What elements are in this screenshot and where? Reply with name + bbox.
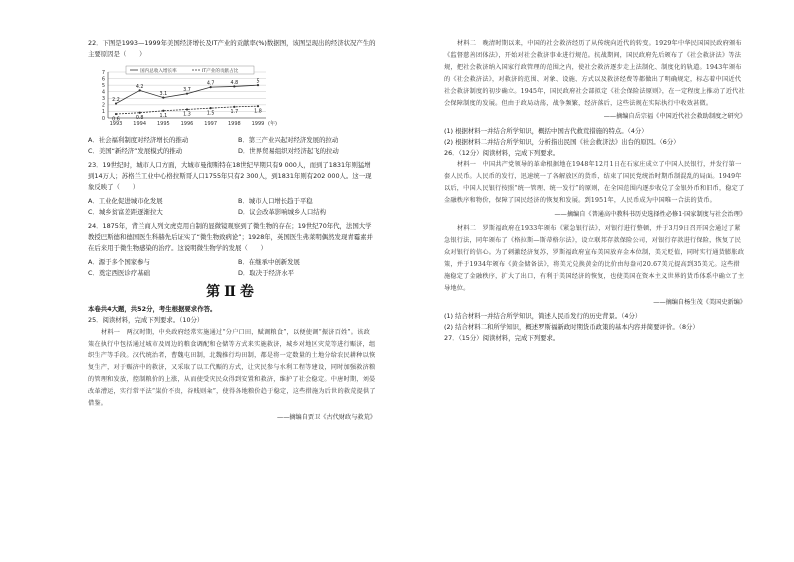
data-label: 2.2	[112, 98, 120, 104]
data-label: 3.7	[183, 88, 191, 94]
q27-intro: 27．（15分）阅读材料，完成下列要求。	[444, 334, 560, 343]
y-tick-label: 6	[101, 76, 105, 83]
chart-container	[88, 62, 376, 132]
q23-option-d[interactable]: D．议会改革影响城乡人口结构	[238, 207, 326, 216]
q22-options	[88, 135, 376, 157]
q24-option-a[interactable]: A．源于多个国家参与	[88, 257, 150, 266]
y-tick-label: 4	[101, 89, 105, 96]
q26-material-1: 材料一 中国共产党领导的革命根据地在1948年12月1日在石家庄成立了中国人民银行，并发行第一套人民币。人民币的发行，迅速统一了各解放区的货币，结束了国民党统治时期币制混乱的局面。1949年以后，中国人民银行按照“统一管理、统一发行”的原则，在全国范围内逐步收兑了金银外币和旧币，稳定了金融秩序和物价，保障了国民经济的恢复和发展。到1951年，人民币成为中国唯一合法的货币。	[444, 161, 745, 204]
x-tick-label: 1995	[156, 121, 170, 128]
data-point	[233, 106, 235, 108]
legend-label: 国内总收入增长率	[140, 69, 177, 75]
data-label: 4.7	[206, 82, 215, 88]
q26-sub-2: (2) 结合材料二和所学知识，概述罗斯福新政时期货币政策的基本内容并简要评价。（8分）	[444, 322, 699, 331]
q24-options	[88, 257, 376, 279]
y-tick-label: 1	[101, 109, 105, 116]
left-column	[88, 38, 376, 426]
data-point	[210, 107, 212, 109]
x-tick-label: 1993	[109, 121, 123, 128]
x-tick-label: 1998	[227, 121, 241, 128]
q26-material-1-source: ——摘编自《普通高中教科书历史选择性必修1·国家制度与社会治理》	[554, 210, 746, 218]
data-label: 3.1	[159, 92, 168, 98]
x-axis-label: (年)	[268, 121, 277, 128]
q22-option-d[interactable]: D．世界贸易组织对经济起飞的拉动	[238, 146, 339, 155]
y-tick-label: 2	[101, 103, 105, 110]
q26-material-2-source: ——摘编自杨生茂《美国史新编》	[653, 298, 746, 306]
data-point	[257, 105, 259, 107]
q25-material-1: 材料一 两汉时期，中央政府经常实施通过“分户口田，赋调粮食”，以便使调“振济百姓”。该政策在执行中包括通过城市及周边的粮食调配和仓储等方式来实施救济，城乡对地区灾荒等进行赈济，组织生产等手段。汉代统治者，曹魏屯田制，北魏推行均田制，都是将一定数量的土地分给农民耕种以恢复生产，对于赈济中的救济，又采取了以工代赈的方式，让灾民参与水利工程等建设，同时加强救济粮的管理和发放，控制粮价的上涨，从而使受灾民众得到安置和救济，维护了社会稳定。中唐时期，刘晏改革漕运，实行常平法“粜价不贵，谷贱则籴”，使得各地粮价趋于稳定，这些措施为后世的救荒提供了借鉴。	[88, 328, 376, 408]
data-label: 0.8	[135, 116, 144, 122]
data-point	[162, 110, 164, 112]
data-label: 1.3	[183, 113, 191, 119]
q22-option-c[interactable]: C．美国“新经济”发展模式的推动	[88, 146, 183, 155]
q26-material-2: 材料二 罗斯福政府在1933年颁布《紧急银行法》，对银行进行整顿，并于3月9日召开国会通过了紧急银行法，同年颁布了《格拉斯—斯蒂格尔法》，设立联邦存款保险公司，对银行存款进行保险，恢复了民众对银行的信心。为了刺激经济复苏，罗斯福政府宣布美国放弃金本位制，美元贬值，同时实行通货膨胀政策，并于1934年颁布《黄金储备法》，将美元兑换黄金的比价由每盎司20.67美元提高到35美元。这些措施稳定了金融秩序，扩大了出口，有利于美国经济的恢复，也使美国在资本主义世界的货币体系中确立了主导地位。	[444, 225, 745, 292]
q22-stem: 22．下图是1993—1999年美国经济增长及IT产业的贡献率(%)数据图，该图呈现出的经济状况产生的主要原因是（ ）	[88, 39, 376, 59]
q24-option-d[interactable]: D．取决于经济水平	[238, 268, 295, 277]
q25-intro: 25．阅读材料，完成下列要求。（10分）	[88, 316, 204, 325]
x-tick-label: 1996	[180, 121, 194, 128]
data-label: 1.8	[254, 109, 262, 115]
q24-stem: 24．1875年，背兰商人列文虎克用自制的显微镜观察到了微生物的存在；19世纪70年代，法国大学教授巴斯德和德国医生科赫先后证实了“微生物致病论”；1928年，英国医生弗莱明偶然发现青霉素并在后来用于微生物感染的治疗。这说明微生物学的发展（ ）	[88, 222, 373, 253]
q23-option-b[interactable]: B．城市人口增长趋于平稳	[238, 196, 313, 205]
q23-option-c[interactable]: C．城乡贫富差距逐渐拉大	[88, 207, 163, 216]
x-tick-label: 1994	[133, 121, 147, 128]
data-label: 4.8	[230, 81, 239, 87]
data-label: 4.2	[135, 85, 144, 91]
y-tick-label: 5	[101, 83, 105, 90]
y-tick-label: 7	[101, 70, 105, 77]
q26-sub-1: (1) 结合材料一并结合所学知识，简述人民币发行的历史背景。（4分）	[444, 311, 642, 320]
data-label: 1.1	[159, 114, 168, 120]
section-note: 本卷共4大题，共52分，考生根据要求作答。	[88, 305, 217, 314]
x-tick-label: 1997	[204, 121, 218, 128]
q22-option-b[interactable]: B．第三产业兴起对经济发展的拉动	[238, 135, 339, 144]
y-tick-label: 3	[101, 96, 105, 103]
q24-option-b[interactable]: B．在继承中创新发展	[238, 257, 300, 266]
q25-material-2-source: ——摘编自岳宗福《中国近代社会救助制度之研究》	[603, 113, 746, 121]
legend-label: IT产业的贡献占比	[202, 69, 239, 75]
q24-option-c[interactable]: C．奠定西医诊疗基础	[88, 268, 150, 277]
data-label: 0.6	[112, 117, 120, 123]
data-label: 5	[256, 80, 260, 86]
x-tick-label: 1999	[251, 121, 265, 128]
q23-stem: 23．19世纪时，城市人口方面，大城市曼彻斯特在18世纪早期只有9 000人，而到了1831年则猛增到14万人；苏格兰工业中心格拉斯哥人口1755年只有2 300人，到1831年则有202 000人。这一现象反映了（ ）	[88, 161, 372, 192]
data-point	[186, 109, 188, 111]
growth-chart	[88, 62, 288, 128]
q23-options	[88, 196, 376, 218]
q23-option-a[interactable]: A．工业化促进城市化发展	[88, 196, 163, 205]
data-point	[139, 112, 141, 114]
q22-option-a[interactable]: A．社会福利制度对经济增长的推动	[88, 135, 189, 144]
section-title: 第Ⅱ卷	[206, 284, 258, 301]
data-label: 1.5	[206, 111, 215, 117]
q26-intro: 26．（12分）阅读材料，完成下列要求。	[444, 149, 560, 158]
y-tick-label: 0	[101, 116, 105, 123]
right-column	[444, 38, 746, 344]
data-label: 1.7	[230, 110, 239, 116]
q25-material-1-source: ——摘编自贾卫《古代财政与救荒》	[277, 414, 376, 421]
q25-sub-1: (1) 根据材料一并结合所学知识，概括中国古代救荒措施的特点。（4分）	[444, 126, 648, 135]
q25-sub-2: (2) 根据材料二并结合所学知识，分析指出民国《社会救济法》出台的原因。（6分）	[444, 137, 680, 146]
data-point	[115, 113, 117, 115]
q25-material-2: 材料二 晚清时期以来，中国的社会救济经历了从传统向近代的转变。1929年中华民国国民政府颁布《监督慈善团体法》，开始对社会救济事业进行规范。抗战期间，国民政府先后颁布了《社会救济法》等法规，把社会救济纳入国家行政管理的范围之内，使社会救济逐步走上法制化、制度化的轨道。1943年颁布的《社会救济法》，对救济的范围、对象、设施、方式以及救济经费等都做出了明确规定，标志着中国近代社会救济制度的初步确立。1945年，国民政府社会部拟定《社会保险法原则》，在一定程度上推动了近代社会保障制度的发展。但由于政局动荡，战争频繁，经济落后，这些法规在实际执行中收效甚微。	[444, 40, 745, 107]
